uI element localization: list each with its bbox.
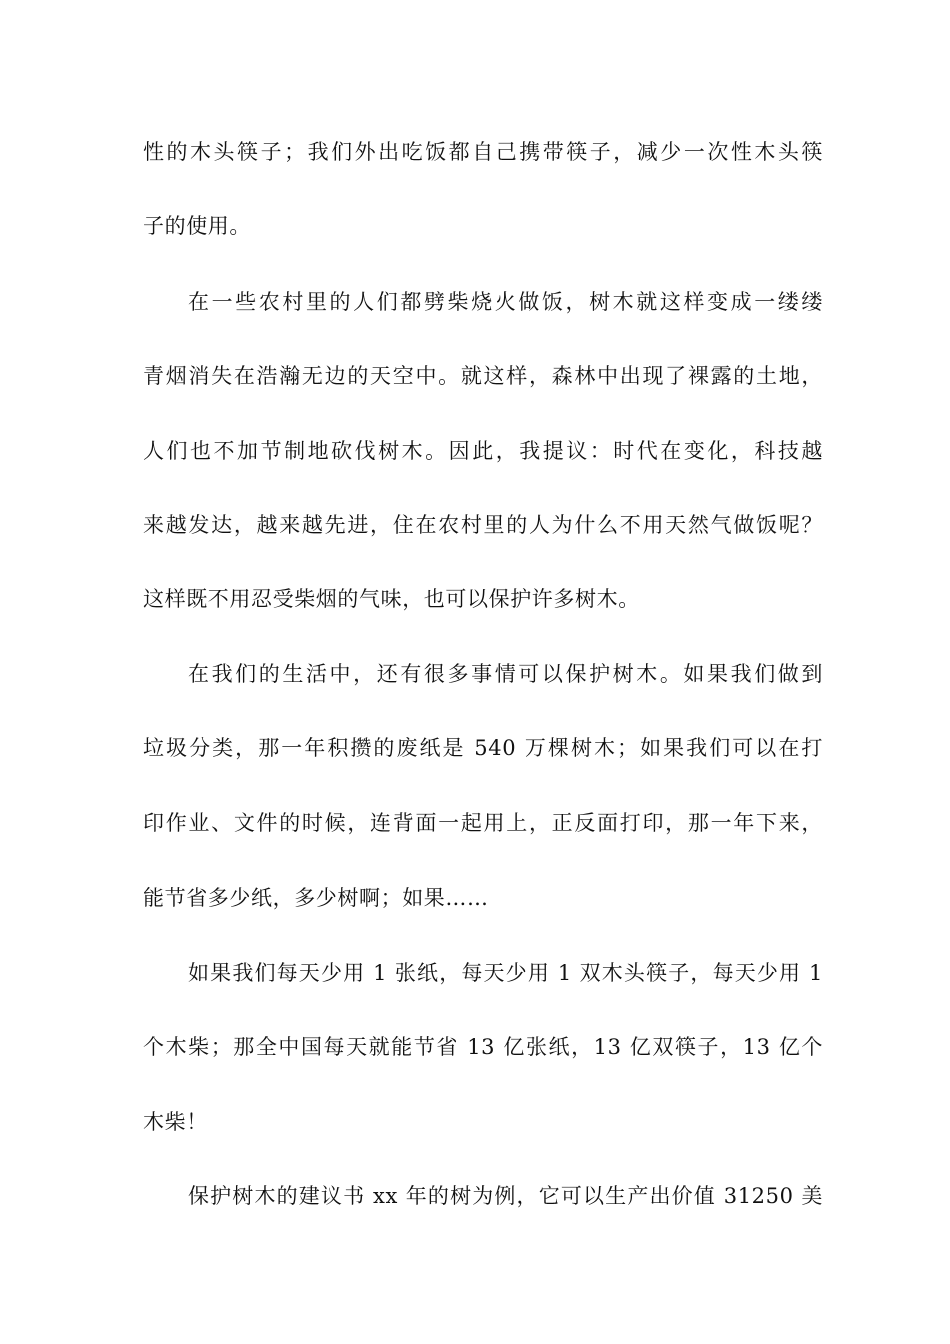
text-line: 垃圾分类，那一年积攒的废纸是 540 万棵树木；如果我们可以在打 <box>143 736 823 760</box>
text-line: 人们也不加节制地砍伐树木。因此，我提议：时代在变化，科技越 <box>143 439 823 463</box>
text-line: 这样既不用忍受柴烟的气味，也可以保护许多树木。 <box>143 587 640 611</box>
text-line: 青烟消失在浩瀚无边的天空中。就这样，森林中出现了裸露的土地， <box>143 364 823 388</box>
paragraph-start-line: 在一些农村里的人们都劈柴烧火做饭，树木就这样变成一缕缕 <box>188 290 823 314</box>
paragraph-start-line: 在我们的生活中，还有很多事情可以保护树木。如果我们做到 <box>188 662 823 686</box>
text-line: 性的木头筷子；我们外出吃饭都自己携带筷子，减少一次性木头筷 <box>143 140 823 164</box>
text-line: 能节省多少纸，多少树啊；如果…… <box>143 886 489 910</box>
text-line: 来越发达，越来越先进，住在农村里的人为什么不用天然气做饭呢？ <box>143 513 823 537</box>
paragraph-start-line: 保护树木的建议书 xx 年的树为例，它可以生产出价值 31250 美 <box>188 1184 823 1208</box>
paragraph-start-line: 如果我们每天少用 1 张纸，每天少用 1 双木头筷子，每天少用 1 <box>188 961 823 985</box>
text-line: 子的使用。 <box>143 214 251 238</box>
text-line: 印作业、文件的时候，连背面一起用上，正反面打印，那一年下来， <box>143 811 823 835</box>
text-line: 木柴！ <box>143 1110 208 1134</box>
text-line: 个木柴；那全中国每天就能节省 13 亿张纸，13 亿双筷子，13 亿个 <box>143 1035 823 1059</box>
